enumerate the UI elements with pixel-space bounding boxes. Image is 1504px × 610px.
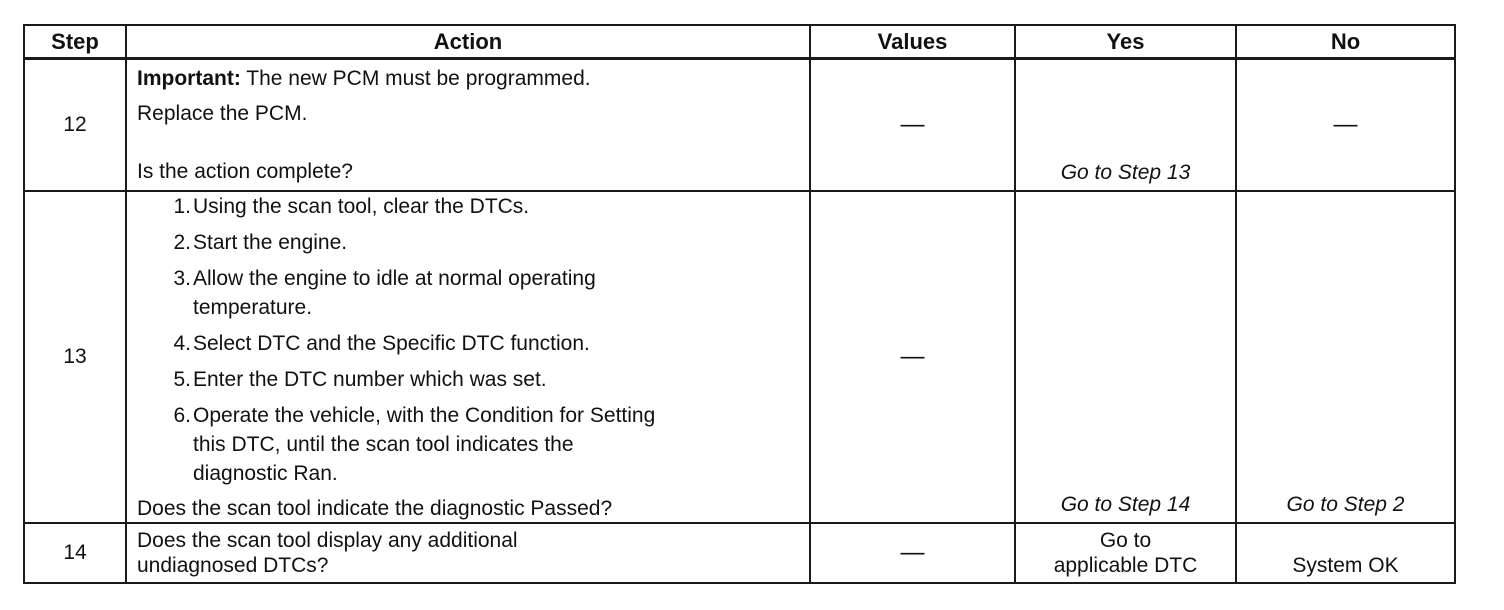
substep-item [137, 365, 799, 394]
substep-number: 4. [173, 332, 191, 355]
table-row-step-14 [24, 523, 1455, 583]
values-cell: — [810, 523, 1015, 583]
substep-number: 2. [173, 231, 191, 254]
action-cell [126, 191, 810, 523]
action-question: Does the scan tool indicate the diagnostic Passed? [137, 497, 613, 520]
substep-item [137, 401, 799, 488]
step-number: 14 [24, 523, 126, 583]
header-action: Action [126, 25, 810, 59]
no-goto-link: Go to Step 2 [1286, 493, 1405, 516]
step-number: 13 [24, 191, 126, 523]
values-cell: — [810, 59, 1015, 192]
header-yes: Yes [1015, 25, 1236, 59]
substep-text: Operate the vehicle, with the Condition for Setting this DTC, until the scan tool indicates the diagnostic Ran. [193, 404, 656, 485]
substep-number: 5. [173, 368, 191, 391]
header-row [24, 25, 1455, 59]
action-cell [126, 523, 810, 583]
no-cell [1236, 523, 1455, 583]
substep-text: Allow the engine to idle at normal operating temperature. [193, 267, 596, 319]
yes-cell [1015, 59, 1236, 192]
substep-item [137, 192, 799, 221]
action-cell [126, 59, 810, 192]
substep-item [137, 264, 799, 322]
yes-goto-link: Go to Step 13 [1060, 161, 1191, 184]
yes-cell [1015, 191, 1236, 523]
header-values: Values [810, 25, 1015, 59]
important-text: The new PCM must be programmed. [240, 67, 591, 90]
values-cell: — [810, 191, 1015, 523]
yes-goto-link: Go to Step 14 [1060, 493, 1191, 516]
important-note [137, 65, 799, 92]
action-instruction: Replace the PCM. [137, 102, 308, 125]
header-no: No [1236, 25, 1455, 59]
substep-item [137, 228, 799, 257]
yes-line1: Go to [1099, 529, 1152, 552]
table-row-step-12 [24, 59, 1455, 192]
substep-text: Select DTC and the Specific DTC function. [193, 332, 590, 355]
substep-text: Start the engine. [193, 231, 348, 254]
no-result: System OK [1292, 554, 1399, 577]
substep-number: 1. [173, 195, 191, 218]
action-question: Is the action complete? [137, 160, 353, 183]
substep-item [137, 329, 799, 358]
action-question-line2: undiagnosed DTCs? [137, 554, 329, 577]
table-row-step-13 [24, 191, 1455, 523]
no-cell: — [1236, 59, 1455, 192]
substep-text: Using the scan tool, clear the DTCs. [193, 195, 530, 218]
substep-list [137, 192, 799, 488]
important-label: Important: [137, 67, 241, 90]
yes-line2: applicable DTC [1053, 554, 1198, 577]
no-cell [1236, 191, 1455, 523]
substep-number: 6. [173, 404, 191, 427]
substep-number: 3. [173, 267, 191, 290]
substep-text: Enter the DTC number which was set. [193, 368, 547, 391]
step-number: 12 [24, 59, 126, 192]
action-question-line1: Does the scan tool display any additional [137, 529, 518, 552]
diagnostic-table [23, 24, 1456, 584]
header-step: Step [24, 25, 126, 59]
yes-cell [1015, 523, 1236, 583]
